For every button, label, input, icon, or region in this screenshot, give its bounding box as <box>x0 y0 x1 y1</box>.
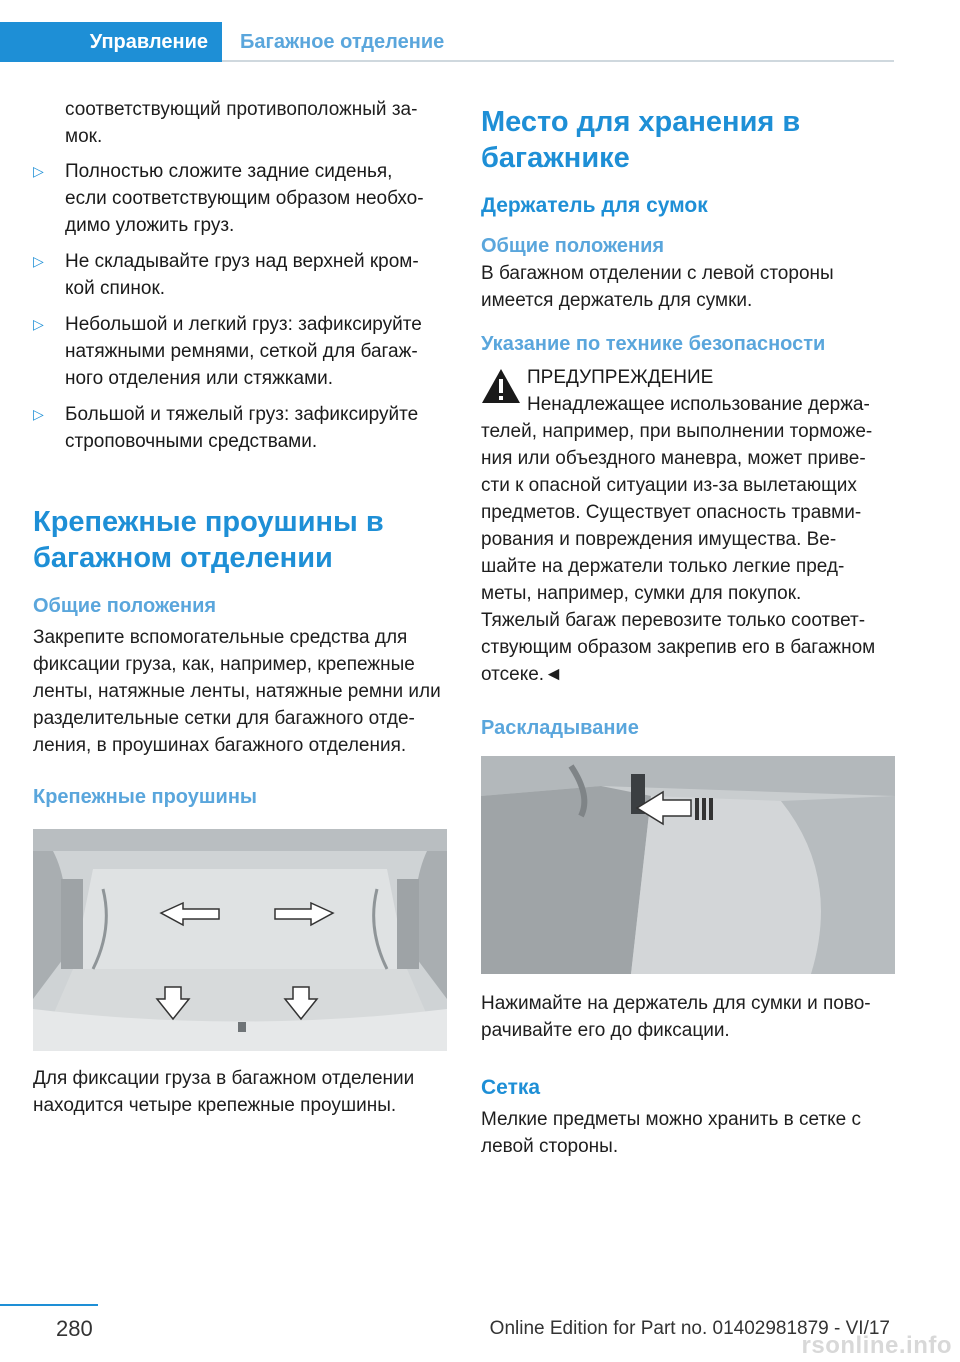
tie-down-eyes-heading: Крепежные проушины <box>33 786 258 808</box>
trunk-tie-downs-figure <box>33 829 447 1051</box>
page-header <box>0 0 960 62</box>
text-line: предметов. Существует опасность травми- <box>481 502 862 523</box>
continuation-text <box>33 96 451 150</box>
bag-holder-illustration <box>481 756 895 974</box>
heading-line: Крепежные проушины в <box>33 506 384 538</box>
footer-divider <box>0 1304 98 1306</box>
triangle-bullet-icon: ▷ <box>33 253 44 269</box>
warning-block <box>481 364 899 688</box>
text-line: кой спинок. <box>65 278 166 299</box>
page-number: 280 <box>56 1316 93 1341</box>
text-line: если соответствующим образом необхо- <box>65 188 424 209</box>
net-heading: Сетка <box>481 1076 541 1099</box>
text-line: Полностью сложите задние сиденья, <box>65 161 393 182</box>
text-line: Мелкие предметы можно хранить в сетке с <box>481 1109 862 1130</box>
unfold-heading: Раскладывание <box>481 717 639 739</box>
text-line: соответствующий противоположный за- <box>65 99 418 120</box>
triangle-bullet-icon: ▷ <box>33 406 44 422</box>
text-line: ния или объездного маневра, может приве- <box>481 448 866 469</box>
warning-text <box>481 418 899 688</box>
text-line: Не складывайте груз над верхней кром- <box>65 251 419 272</box>
safety-heading: Указание по технике безопасности <box>481 333 826 355</box>
text-line: сти к опасной ситуации из-за вылетающих <box>481 475 857 496</box>
subsection-label[interactable]: Багажное отделение <box>240 30 445 53</box>
general-paragraph <box>481 260 899 314</box>
text-line: телей, например, при выполнении торможе- <box>481 421 873 442</box>
text-line: Тяжелый багаж перевозите только соответ- <box>481 610 866 631</box>
heading-line: багажнике <box>481 142 630 174</box>
text-line: левой стороны. <box>481 1136 619 1157</box>
list-item <box>33 311 451 392</box>
watermark: rsonline.info <box>801 1332 952 1359</box>
text-line: Для фиксации груза в багажном отделении <box>33 1068 415 1089</box>
text-line: ствующим образом закрепив его в багажном <box>481 637 876 658</box>
text-line: рачивайте его до фиксации. <box>481 1020 730 1041</box>
triangle-bullet-icon: ▷ <box>33 316 44 332</box>
list-item <box>33 158 451 239</box>
bullet-list <box>33 158 451 455</box>
trunk-illustration <box>33 829 447 1051</box>
text-line: ления, в проушинах багажного отделения. <box>33 735 407 756</box>
figure-caption <box>481 990 899 1044</box>
header-divider <box>222 60 894 62</box>
right-column <box>481 104 899 1160</box>
warning-triangle-icon <box>481 368 521 404</box>
bag-holder-figure <box>481 756 895 974</box>
text-line: меты, например, сумки для покупок. <box>481 583 802 604</box>
text-line: Ненадлежащее использование держа- <box>527 394 870 415</box>
text-line: Закрепите вспомогательные средства для <box>33 627 408 648</box>
warning-title: ПРЕДУПРЕЖДЕНИЕ <box>527 367 714 388</box>
text-line: димо уложить груз. <box>65 215 235 236</box>
section-tab[interactable]: Управление <box>0 22 222 62</box>
text-line: В багажном отделении с левой стороны <box>481 263 834 284</box>
general-paragraph <box>33 624 451 759</box>
text-line: рования и повреждения имущества. Ве- <box>481 529 837 550</box>
text-line: мок. <box>65 126 103 147</box>
list-item <box>33 401 451 455</box>
left-column <box>33 96 451 1119</box>
list-item <box>33 248 451 302</box>
section-heading-storage <box>481 104 899 176</box>
section-heading-tie-downs <box>33 504 451 576</box>
general-heading: Общие положения <box>481 235 665 257</box>
text-line: строповочными средствами. <box>65 431 318 452</box>
triangle-bullet-icon: ▷ <box>33 163 44 179</box>
heading-line: Место для хранения в <box>481 106 801 138</box>
text-line: Нажимайте на держатель для сумки и пово- <box>481 993 871 1014</box>
net-paragraph <box>481 1106 899 1160</box>
text-line: фиксации груза, как, например, крепежные <box>33 654 415 675</box>
text-line: шайте на держатели только легкие пред- <box>481 556 845 577</box>
text-line: имеется держатель для сумки. <box>481 290 753 311</box>
figure-caption <box>33 1065 451 1119</box>
text-line: ленты, натяжные ленты, натяжные ремни или <box>33 681 441 702</box>
text-line: натяжными ремнями, сеткой для багаж- <box>65 341 418 362</box>
text-line: ного отделения или стяжками. <box>65 368 334 389</box>
text-line: Небольшой и легкий груз: зафиксируйте <box>65 314 422 335</box>
heading-line: багажном отделении <box>33 542 333 574</box>
general-heading: Общие положения <box>33 595 217 617</box>
edition-label: Online Edition for Part no. 01402981879 - VI/17 <box>489 1318 890 1339</box>
bag-holder-heading: Держатель для сумок <box>481 194 708 217</box>
text-line: находится четыре крепежные проушины. <box>33 1095 397 1116</box>
text-line: отсеке.◄ <box>481 664 563 685</box>
text-line: Большой и тяжелый груз: зафиксируйте <box>65 404 419 425</box>
text-line: разделительные сетки для багажного отде- <box>33 708 415 729</box>
